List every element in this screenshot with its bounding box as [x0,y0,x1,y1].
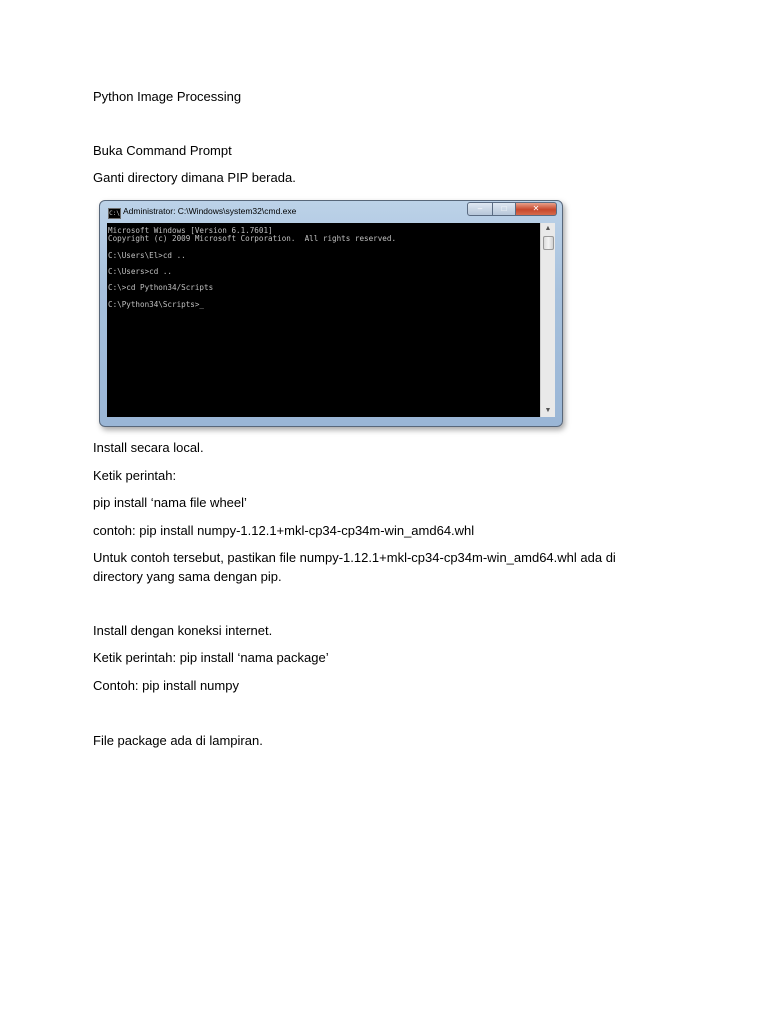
internet-command: Ketik perintah: pip install ‘nama package’ [93,650,329,665]
step-open-cmd: Buka Command Prompt [93,143,232,158]
console-line: C:\Python34\Scripts>_ [108,299,205,309]
local-note: Untuk contoh tersebut, pastikan file numpy-1.12.1+mkl-cp34-cp34m-win_amd64.whl ada di directory yang sama dengan pip. [93,550,616,584]
console-line: Microsoft Windows [Version 6.1.7601] [108,226,273,235]
scroll-up-arrow-icon: ▲ [544,225,552,232]
close-button: ✕ [516,202,557,216]
local-install-heading: Install secara local. [93,440,204,455]
maximize-button: □ [493,202,516,216]
console-line: C:\Users\El>cd .. [108,250,186,260]
console-line: C:\Users>cd .. [108,267,173,277]
attachment-note: File package ada di lampiran. [93,733,263,748]
console-line: Copyright (c) 2009 Microsoft Corporation. All rights reserved. [108,234,397,244]
cmd-window-title: Administrator: C:\Windows\system32\cmd.exe [123,206,297,216]
cmd-titlebar [100,201,562,223]
console-output [107,223,540,417]
document-title: Python Image Processing [93,89,242,104]
internet-install-heading: Install dengan koneksi internet. [93,623,273,638]
minimize-button: – [467,202,493,216]
scroll-down-arrow-icon: ▼ [544,407,552,414]
console-lines [108,227,396,309]
scroll-thumb [543,236,554,250]
window-controls [467,202,557,215]
console-line: C:\>cd Python34/Scripts [108,283,214,293]
cmd-window-screenshot [99,200,563,427]
cmd-icon: C:\ [109,210,120,217]
local-command-label: Ketik perintah: [93,468,177,483]
console-scrollbar [540,223,555,417]
internet-example: Contoh: pip install numpy [93,678,239,693]
local-command: pip install ‘nama file wheel’ [93,495,247,510]
local-example: contoh: pip install numpy-1.12.1+mkl-cp34-cp34m-win_amd64.whl [93,523,475,538]
step-change-directory: Ganti directory dimana PIP berada. [93,170,296,185]
